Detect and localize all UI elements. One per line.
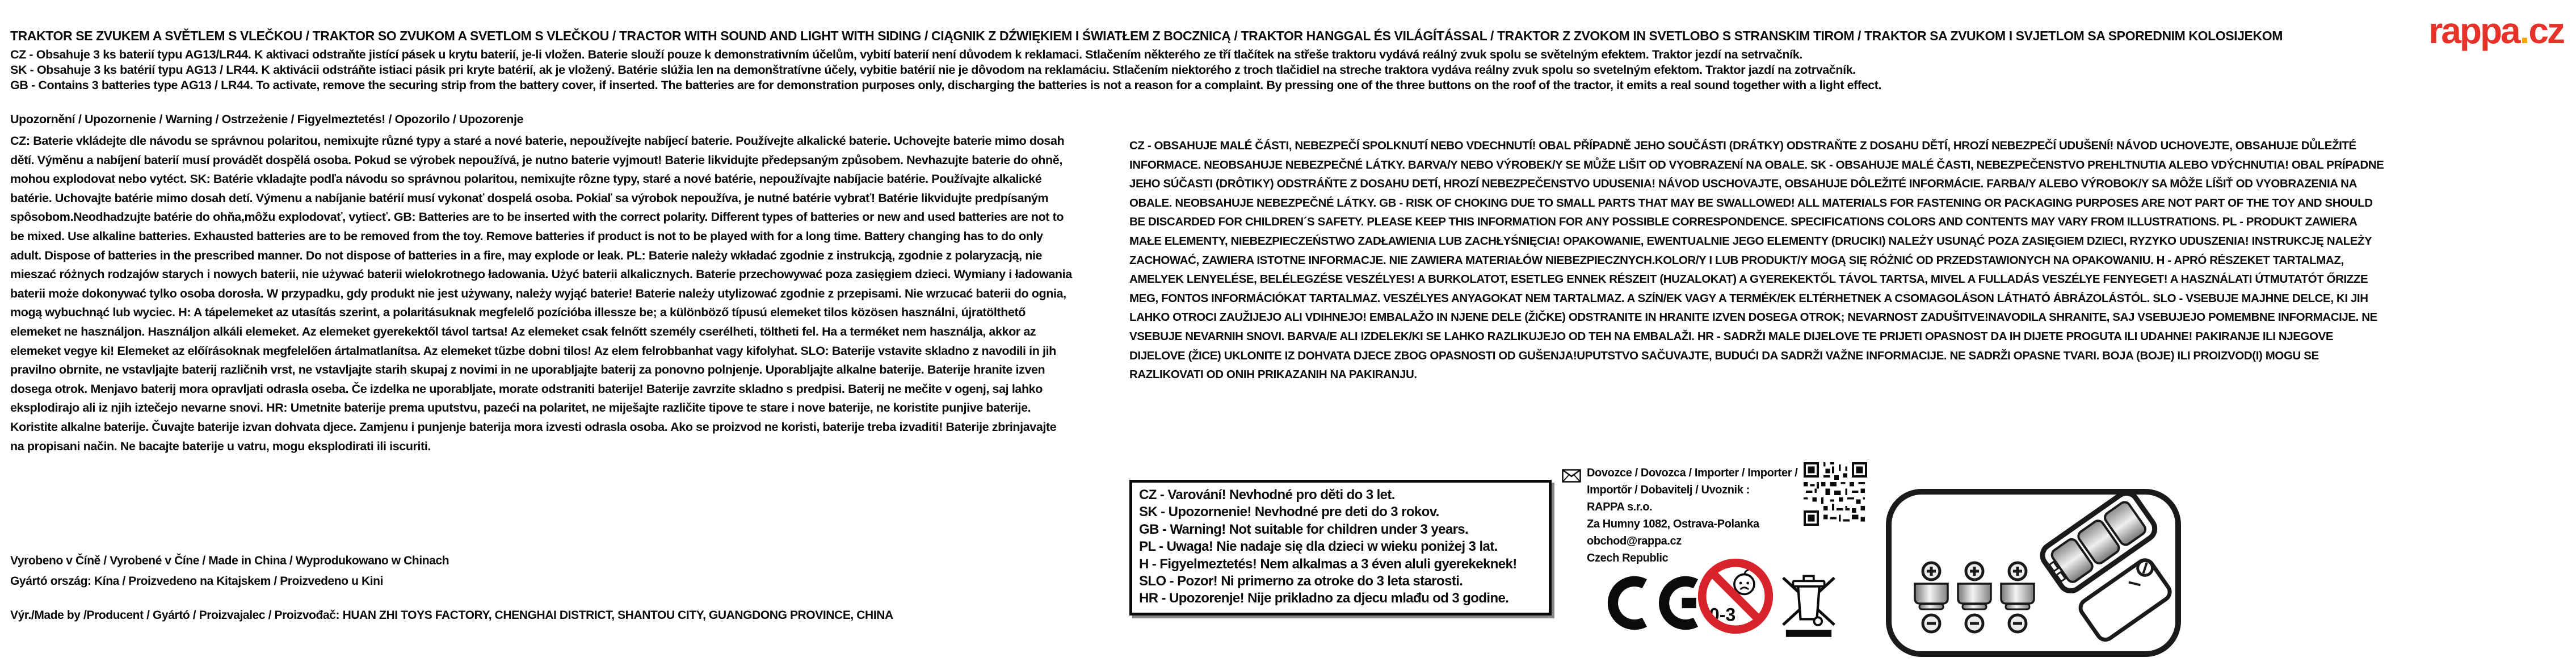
producer-line: Výr./Made by /Producent / Gyártó / Proizvajalec / Proizvođač: HUAN ZHI TOYS FACTORY, CHENGHAI DISTRICT, SHANTOU CITY, GUANGDONG PROVINCE, CHINA	[10, 609, 893, 622]
age-warning-line-h: H - Figyelmeztetés! Nem alkalmas a 3 éven aluli gyerekeknek!	[1139, 556, 1517, 572]
header-line-cz: CZ - Obsahuje 3 ks baterií typu AG13/LR44. K aktivaci odstraňte jistící pásek u krytu baterií, je-li vložen. Baterie slouží pouze k demonstrativním účelům, vybití baterií není důvodem k reklamaci. Stlačením některého ze tří tlačítek na střeše traktoru vydává reálný zvuk spolu se světelným efektem. Traktor jezdí na setrvačník.	[10, 48, 1802, 61]
age-warning-line-hr: HR - Upozorenje! Nije prikladno za djecu mlađu od 3 godine.	[1139, 591, 1509, 606]
logo-tld: cz	[2528, 10, 2564, 51]
header-line-sk: SK - Obsahuje 3 ks batérií typu AG13 / LR44. K aktivácii odstráňte istiaci pásik pri kryte batérií, ak je vložený. Batérie slúžia len na demonštratívne účely, vybitie batérií nie je dôvodom na reklamáciu. Stlačením niektorého z troch tlačidiel na streche traktora vydáva reálny zvuk spolu so svetelným efektom. Traktor jazdí na zotrvačník.	[10, 63, 1856, 77]
importer-email: obchod@rappa.cz	[1587, 535, 1682, 547]
age-limit-label: 0-3	[1709, 604, 1736, 625]
battery-warnings-text: CZ: Baterie vkládejte dle návodu se správnou polaritou, nemixujte různé typy a staré a nové baterie, nepoužívejte nabíjecí baterie. Používejte alkalické baterie. Uchovejte baterie mimo dosah dětí. Výměnu a nabíjení baterií musí provádět dospělá osoba. Pokud se výrobek nepoužívá, je nutno baterie vyjmout! Baterie likvidujte předepsaným způsobem. Nevhazujte baterie do ohně, mohou explodovat nebo vytéct. SK: Batérie vkladajte podľa návodu so správnou polaritou, nemixujte rôzne typy, staré a nové batérie, nepoužívajte nabíjacie batérie. Používajte alkalické batérie. Uchovajte batérie mimo dosah detí. Výmenu a nabíjanie batérií musí vykonať dospelá osoba. Pokiaľ sa výrobok nepoužíva, je nutné batérie vybrať! Batérie likvidujte predpísaným spôsobom.Neodhadzujte batérie do ohňa,môžu explodovať, vytiecť. GB: Batteries are to be inserted with the correct polarity. Different types of batteries or new and used batteries are not to be mixed. Use alkaline batteries. Exhausted batteries are to be removed from the toy. Remove batteries if product is not to be played with for a long time. Battery changing has to do only adult. Dispose of batteries in the prescribed manner. Do not dispose of batteries in a fire, may explode or leak. PL: Baterie należy wkładać zgodnie z instrukcją, zgodnie z polaryzacją, nie mieszać różnych rodzajów starych i nowych baterii, nie używać baterii wielokrotnego ładowania. Użyć baterii alkalicznych. Baterie przechowywać poza zasięgiem dzieci. Wymiany i ładowania baterii może dokonywać tylko osoba dorosła. W przypadku, gdy produkt nie jest używany, należy wyjąć baterie! Baterie należy utylizować zgodnie z przepisami. Nie wrzucać baterii do ognia, mogą wybuchnąć lub wyciec. H: A tápelemeket az utasítás szerint, a polaritásuknak megfelelő pozícióba illessze be; a különböző típusú elemeket tilos közösen használni, újratölthető elemeket ne használjon. Használjon alkáli elemeket. Az elemeket gyerekektől távol tartsa! Az elemeket csak felnőtt személy cserélheti, töltheti fel. Ha a terméket nem használja, akkor az elemeket vegye ki! Elemeket az előírásoknak megfelelően ártalmatlanítsa. Az elemeket tűzbe dobni tilos! Az elem felrobbanhat vagy kifolyhat. SLO: Baterije vstavite skladno z navodili in jih pravilno obrnite, ne vstavljajte baterij različnih vrst, ne vstavljajte starih skupaj z novimi in ne uporabljajte baterij za ponovno polnjenje. Uporabljajte alkalne baterije. Baterije hranite izven dosega otrok. Menjavo baterij mora opravljati odrasla oseba. Če izdelka ne uporabljate, morate odstraniti baterije! Baterije zavrzite skladno s predpisi. Baterij ne mečite v ogenj, saj lahko eksplodirajo ali iz njih iztečejo nevarne snovi. HR: Umetnite baterije prema uputstvu, pazeći na polaritet, ne miješajte različite tipove te stare i nove baterije, ne koristite punjive baterije. Koristite alkalne baterije. Čuvajte baterije izvan dohvata djece. Zamjenu i punjenje baterija mora izvesti odrasla osoba. Ako se proizvod ne koristi, baterije treba izvaditi! Baterije zbrinjavajte na propisani način. Ne bacajte baterije u vatru, mogu eksplodirati ili iscuriti.	[10, 134, 1072, 453]
age-warning-line-cz: CZ - Varování! Nevhodné pro děti do 3 let.	[1139, 487, 1395, 503]
importer-street: Za Humny 1082, Ostrava-Polanka	[1587, 518, 1759, 530]
made-in-line1: Vyrobeno v Číně / Vyrobené v Číne / Made in China / Wyprodukowano w Chinach	[10, 554, 449, 567]
made-in-line2: Gyártó ország: Kína / Proizvedeno na Kitajskem / Proizvedeno u Kini	[10, 575, 384, 588]
age-warning-line-gb: GB - Warning! Not suitable for children under 3 years.	[1139, 521, 1469, 537]
importer-line-1: Dovozce / Dovozca / Importer / Importer /	[1587, 467, 1798, 479]
battery-warnings-heading: Upozornění / Upozornenie / Warning / Ostrzeżenie / Figyelmeztetés! / Opozorilo / Upozorenje	[10, 112, 524, 126]
ce-mark-icon	[1599, 575, 1703, 634]
importer-country: Czech Republic	[1587, 552, 1669, 564]
qr-code	[1804, 462, 1867, 529]
age-warning-line-slo: SLO - Pozor! Ni primerno za otroke do 3 leta starosti.	[1139, 573, 1463, 589]
header-line-gb: GB - Contains 3 batteries type AG13 / LR44. To activate, remove the securing strip from the battery cover, if inserted. The batteries are for demonstration purposes only, discharging the batteries is not a reason for a complaint. By pressing one of the three buttons on the roof of the tractor, it emits a real sound together with a light effect.	[10, 78, 1882, 92]
age-0-3-prohibition-icon	[1696, 556, 1775, 639]
importer-name: RAPPA s.r.o.	[1587, 501, 1653, 513]
importer-info	[1587, 464, 1797, 567]
button-cells-illustration	[1915, 563, 2034, 632]
weee-crossed-bin-icon	[1775, 559, 1842, 640]
product-title: TRAKTOR SE ZVUKEM A SVĚTLEM S VLEČKOU / TRAKTOR SO ZVUKOM A SVETLOM S VLEČKOU / TRACTOR WITH SOUND AND LIGHT WITH SIDING / CIĄGNIK Z DŹWIĘKIEM I ŚWIATŁEM Z BOCZNICĄ / TRAKTOR HANGGAL ÉS VILÁGÍTÁSSAL / TRAKTOR Z ZVOKOM IN SVETLOBO S STRANSKIM TIROM / TRAKTOR SA ZVUKOM I SVJETLOM SA SPOREDNIM KOLOSIJEKOM	[10, 28, 2283, 43]
envelope-icon	[1562, 469, 1581, 485]
choking-hazard-text: CZ - OBSAHUJE MALÉ ČÁSTI, NEBEZPEČÍ SPOLKNUTÍ NEBO VDECHNUTÍ! OBAL PŘÍPADNĚ JEHO SOUČÁSTI (DRÁTKY) ODSTRAŇTE Z DOSAHU DĚTÍ, HROZÍ NEBEZPEČÍ UDUŠENÍ! NÁVOD UCHOVEJTE, OBSAHUJE DŮLEŽITÉ INFORMACE. NEOBSAHUJE NEBEZPEČNÉ LÁTKY. BARVA/Y NEBO VÝROBEK/Y SE MŮŽE LIŠIT OD VYOBRAZENÍ NA OBALE. SK - OBSAHUJE MALÉ ČASTI, NEBEZPEČENSTVO PREHLTNUTIA ALEBO VDÝCHNUTIA! OBAL PRÍPADNE JEHO SÚČASTI (DRÔTIKY) ODSTRÁŇTE Z DOSAHU DETÍ, HROZÍ NEBEZPEČENSTVO UDUSENIA! NÁVOD USCHOVAJTE, OBSAHUJE DÔLEŽITÉ INFORMÁCIE. FARBA/Y ALEBO VÝROBOK/Y SA MÔŽE LÍŠIŤ OD VYOBRAZENIA NA OBALE. NEOBSAHUJE NEBEZPEČNÉ LÁTKY. GB - RISK OF CHOKING DUE TO SMALL PARTS THAT MAY BE SWALLOWED! ALL MATERIALS FOR FASTENING OR PACKAGING PURPOSES ARE NOT PART OF THE TOY AND SHOULD BE DISCARDED FOR CHILDREN´S SAFETY. PLEASE KEEP THIS INFORMATION FOR ANY POSSIBLE CORRESPONDENCE. SPECIFICATIONS COLORS AND CONTENTS MAY VARY FROM ILLUSTRATIONS. PL - PRODUKT ZAWIERA MAŁE ELEMENTY, NIEBEZPIECZEŃSTWO ZADŁAWIENIA LUB ZACHŁYŚNIĘCIA! OPAKOWANIE, EWENTUALNIE JEGO ELEMENTY (DRUCIKI) NALEŻY USUNĄĆ POZA ZASIĘGIEM DZIECI, RYZYKO UDUSZENIA! INSTRUKCJĘ NALEŻY ZACHOWAĆ, ZAWIERA ISTOTNE INFORMACJE. NIE ZAWIERA MATERIAŁÓW NIEBEZPIECZNYCH.KOLOR/Y I LUB PRODUKT/Y MOGĄ SIĘ RÓŻNIĆ OD PRZEDSTAWIONYCH NA OPAKOWANIU. H - APRÓ RÉSZEKET TARTALMAZ, AMELYEK LENYELÉSE, BELÉLEGZÉSE VESZÉLYES! A BURKOLATOT, ESETLEG ENNEK RÉSZEIT (HUZALOKAT) A GYEREKEKTŐL TÁVOL TARTSA, MIVEL A FULLADÁS VESZÉLYE FENYEGET! A HASZNÁLATI ÚTMUTATÓT ŐRIZZE MEG, FONTOS INFORMÁCIÓKAT TARTALMAZ. VESZÉLYES ANYAGOKAT NEM TARTALMAZ. A SZÍN/EK VAGY A TERMÉK/EK ELTÉRHETNEK A CSOMAGOLÁSON LÁTHATÓ ÁBRÁZOLÁSTÓL. SLO - VSEBUJE MAJHNE DELCE, KI JIH LAHKO OTROCI ZAUŽIJEJO ALI VDIHNEJO! EMBALAŽO IN NJENE DELE (ŽIČKE) ODSTRANITE IN HRANITE IZVEN DOSEGA OTROK; NEVARNOST ZADUŠITVE!NAVODILA SHRANITE, SAJ VSEBUJEJO POMEMBNE INFORMACIJE. NE VSEBUJE NEVARNIH SNOVI. BARVA/E ALI IZDELEK/KI SE LAHKO RAZLIKUJEJO OD TEH NA EMBALAŽI. HR - SADRŽI MALE DIJELOVE TE PRIJETI OPASNOST DA IH DIJETE PROGUTA ILI UDAHNE! PAKIRANJE ILI NJEGOVE DIJELOVE (ŽICE) UKLONITE IZ DOHVATA DJECE ZBOG OPASNOSTI OD GUŠENJA!UPUTSTVO SAČUVAJTE, BUDUĆI DA SADRŽI VAŽNE INFORMACIJE. NE SADRŽI OPASNE TVARI. BOJA (BOJE) ILI PROIZVOD(I) MOGU SE RAZLIKOVATI OD ONIH PRIKAZANIH NA PAKIRANJU.	[1129, 139, 2384, 382]
logo-dot: .	[2519, 10, 2528, 51]
age-warning-line-sk: SK - Upozornenie! Nevhodné pre deti do 3 rokov.	[1139, 504, 1439, 520]
importer-line-2: Importőr / Dobavitelj / Uvoznik :	[1587, 484, 1750, 496]
age-warning-line-pl: PL - Uwaga! Nie nadaje się dla dzieci w wieku poniżej 3 lat.	[1139, 539, 1498, 555]
rappa-logo	[2428, 12, 2564, 49]
battery-installation-diagram	[1885, 488, 2182, 660]
logo-text: rappa	[2428, 10, 2519, 51]
age-warning-box	[1129, 480, 1552, 615]
